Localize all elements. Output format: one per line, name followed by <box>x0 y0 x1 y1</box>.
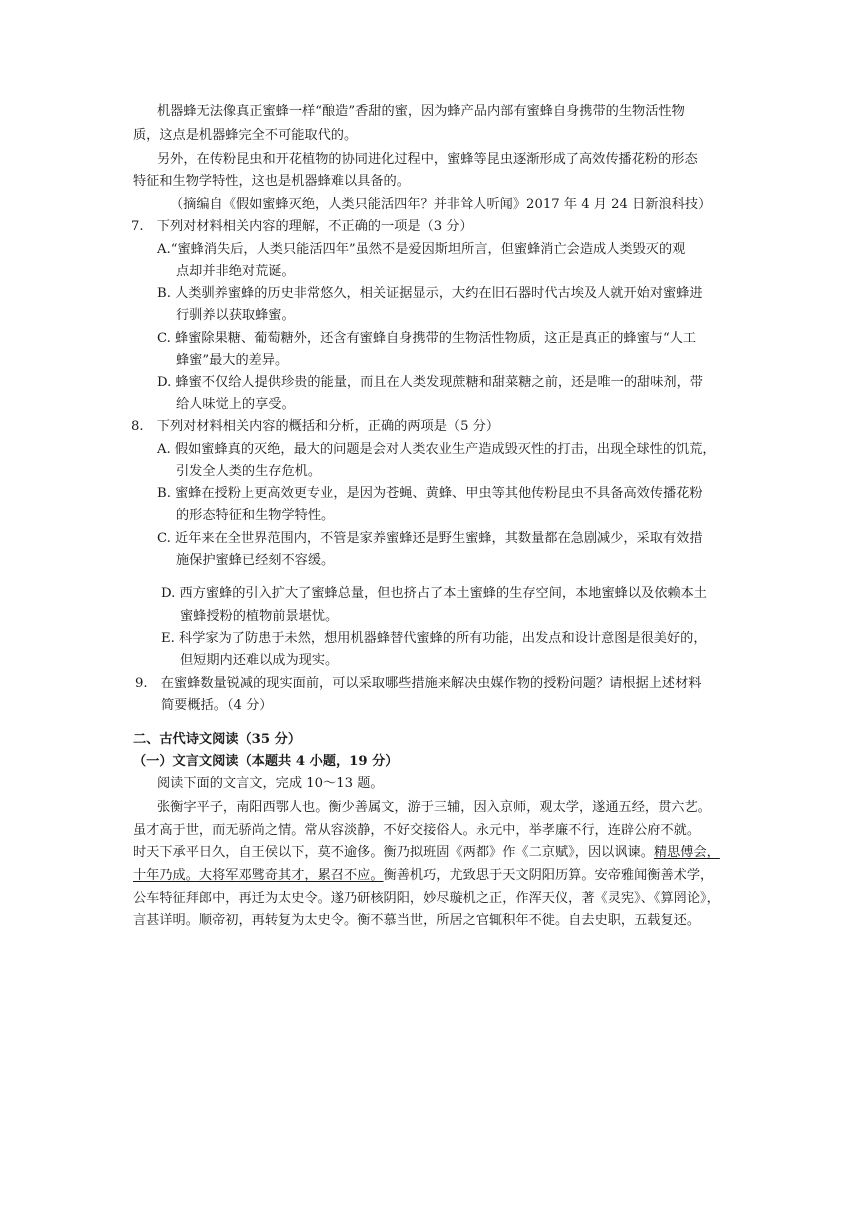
q8-option-b-line-1: B. 蜜蜂在授粉上更高效更专业，是因为苍蝇、黄蜂、甲虫等其他传粉昆虫不具备高效传播花粉 <box>157 486 703 501</box>
classical-text-line-2: 虽才高于世，而无骄尚之情。常从容淡静，不好交接俗人。永元中，举孝廉不行，连辟公府不就。 <box>133 823 701 838</box>
section-2-title: 二、古代诗文阅读（35 分） <box>133 732 302 747</box>
classical-text-line-3-plain: 时天下承平日久，自王侯以下，莫不逾侈。衡乃拟班固《两都》作《二京赋》，因以讽谏。 <box>133 845 654 860</box>
classical-text-line-3-underlined: 精思傅会， <box>653 845 720 860</box>
q8-option-c-line-1: C. 近年来在全世界范围内，不管是家养蜜蜂还是野生蜜蜂，其数量都在急剧减少，采取有效措 <box>157 531 703 546</box>
q8-option-a-line-2: 引发全人类的生存危机。 <box>176 464 322 479</box>
section-2-subtitle: （一）文言文阅读（本题共 4 小题，19 分） <box>133 754 399 769</box>
classical-text-line-5: 公车特征拜郎中，再迁为太史令。遂乃研核阴阳，妙尽璇机之正，作浑天仪，著《灵宪》、《算罔论》， <box>133 891 720 906</box>
classical-text-line-6: 言甚详明。顺帝初，再转复为太史令。衡不慕当世，所居之官辄积年不徙。自去史职，五载复还。 <box>133 913 701 928</box>
q7-option-a-line-1: A.“蜜蜂消失后，人类只能活四年”虽然不是爱因斯坦所言，但蜜蜂消亡会造成人类毁灭的观 <box>157 242 686 257</box>
q7-option-a-line-2: 点却并非绝对荒诞。 <box>176 264 295 279</box>
classical-text-line-1: 张衡字平子，南阳西鄂人也。衡少善属文，游于三辅，因入京师，观太学，遂通五经，贯六艺。 <box>157 800 711 815</box>
q8-option-e-line-1: E. 科学家为了防患于未然，想用机器蜂替代蜜蜂的所有功能，出发点和设计意图是很美好的， <box>161 631 707 646</box>
q9-line-1: 9. 在蜜蜂数量锐减的现实面前，可以采取哪些措施来解决虫媒作物的授粉问题？请根据上述材料 <box>135 676 702 691</box>
q9-line-2: 简要概括。（4 分） <box>161 698 273 713</box>
q7-option-b-line-1: B. 人类驯养蜜蜂的历史非常悠久，相关证据显示，大约在旧石器时代古埃及人就开始对蜜蜂进 <box>157 286 703 301</box>
q8-option-d-line-2: 蜜蜂授粉的植物前景堪忧。 <box>180 609 339 624</box>
q8-option-b-line-2: 的形态特征和生物学特性。 <box>176 508 335 523</box>
q7-stem: 7. 下列对材料相关内容的理解，不正确的一项是（3 分） <box>131 219 473 234</box>
section-2-instruction: 阅读下面的文言文，完成 10～13 题。 <box>157 776 384 791</box>
passage-line-4: 特征和生物学特性，这也是机器蜂难以具备的。 <box>133 174 410 189</box>
classical-text-line-4-plain: 衡善机巧，尤致思于天文阴阳历算。安帝雅闻衡善术学， <box>383 868 714 883</box>
passage-line-2: 质，这点是机器蜂完全不可能取代的。 <box>133 128 358 143</box>
q7-option-c-line-2: 蜂蜜”最大的差异。 <box>176 353 289 368</box>
classical-text-line-4-underlined: 十年乃成。大将军邓骘奇其才，累召不应。 <box>133 868 384 883</box>
q8-stem: 8. 下列对材料相关内容的概括和分析，正确的两项是（5 分） <box>131 419 500 434</box>
q7-option-d-line-1: D. 蜂蜜不仅给人提供珍贵的能量，而且在人类发现蔗糖和甜菜糖之前，还是唯一的甜味剂，带 <box>157 375 703 390</box>
passage-source: （摘编自《假如蜜蜂灭绝，人类只能活四年？并非耸人听闻》2017 年 4 月 24 日新浪科技） <box>170 197 712 212</box>
q8-option-c-line-2: 施保护蜜蜂已经刻不容缓。 <box>176 553 335 568</box>
classical-text-line-3 <box>133 843 720 863</box>
q7-option-d-line-2: 给人味觉上的享受。 <box>176 397 295 412</box>
classical-text-line-4 <box>133 866 713 886</box>
q8-option-d-line-1: D. 西方蜜蜂的引入扩大了蜜蜂总量，但也挤占了本土蜜蜂的生存空间，本地蜜蜂以及依赖本土 <box>161 586 707 601</box>
q7-option-b-line-2: 行驯养以获取蜂蜜。 <box>176 308 295 323</box>
q7-option-c-line-1: C. 蜂蜜除果糖、葡萄糖外，还含有蜜蜂自身携带的生物活性物质，这正是真正的蜂蜜与“人工 <box>157 331 697 346</box>
q8-option-a-line-1: A. 假如蜜蜂真的灭绝，最大的问题是会对人类农业生产造成毁灭性的打击，出现全球性的饥荒， <box>157 442 716 457</box>
passage-line-1: 机器蜂无法像真正蜜蜂一样“酿造”香甜的蜜，因为蜂产品内部有蜜蜂自身携带的生物活性物 <box>157 104 685 119</box>
q8-option-e-line-2: 但短期内还难以成为现实。 <box>180 653 339 668</box>
passage-line-3: 另外，在传粉昆虫和开花植物的协同进化过程中，蜜蜂等昆虫逐渐形成了高效传播花粉的形态 <box>157 152 698 167</box>
